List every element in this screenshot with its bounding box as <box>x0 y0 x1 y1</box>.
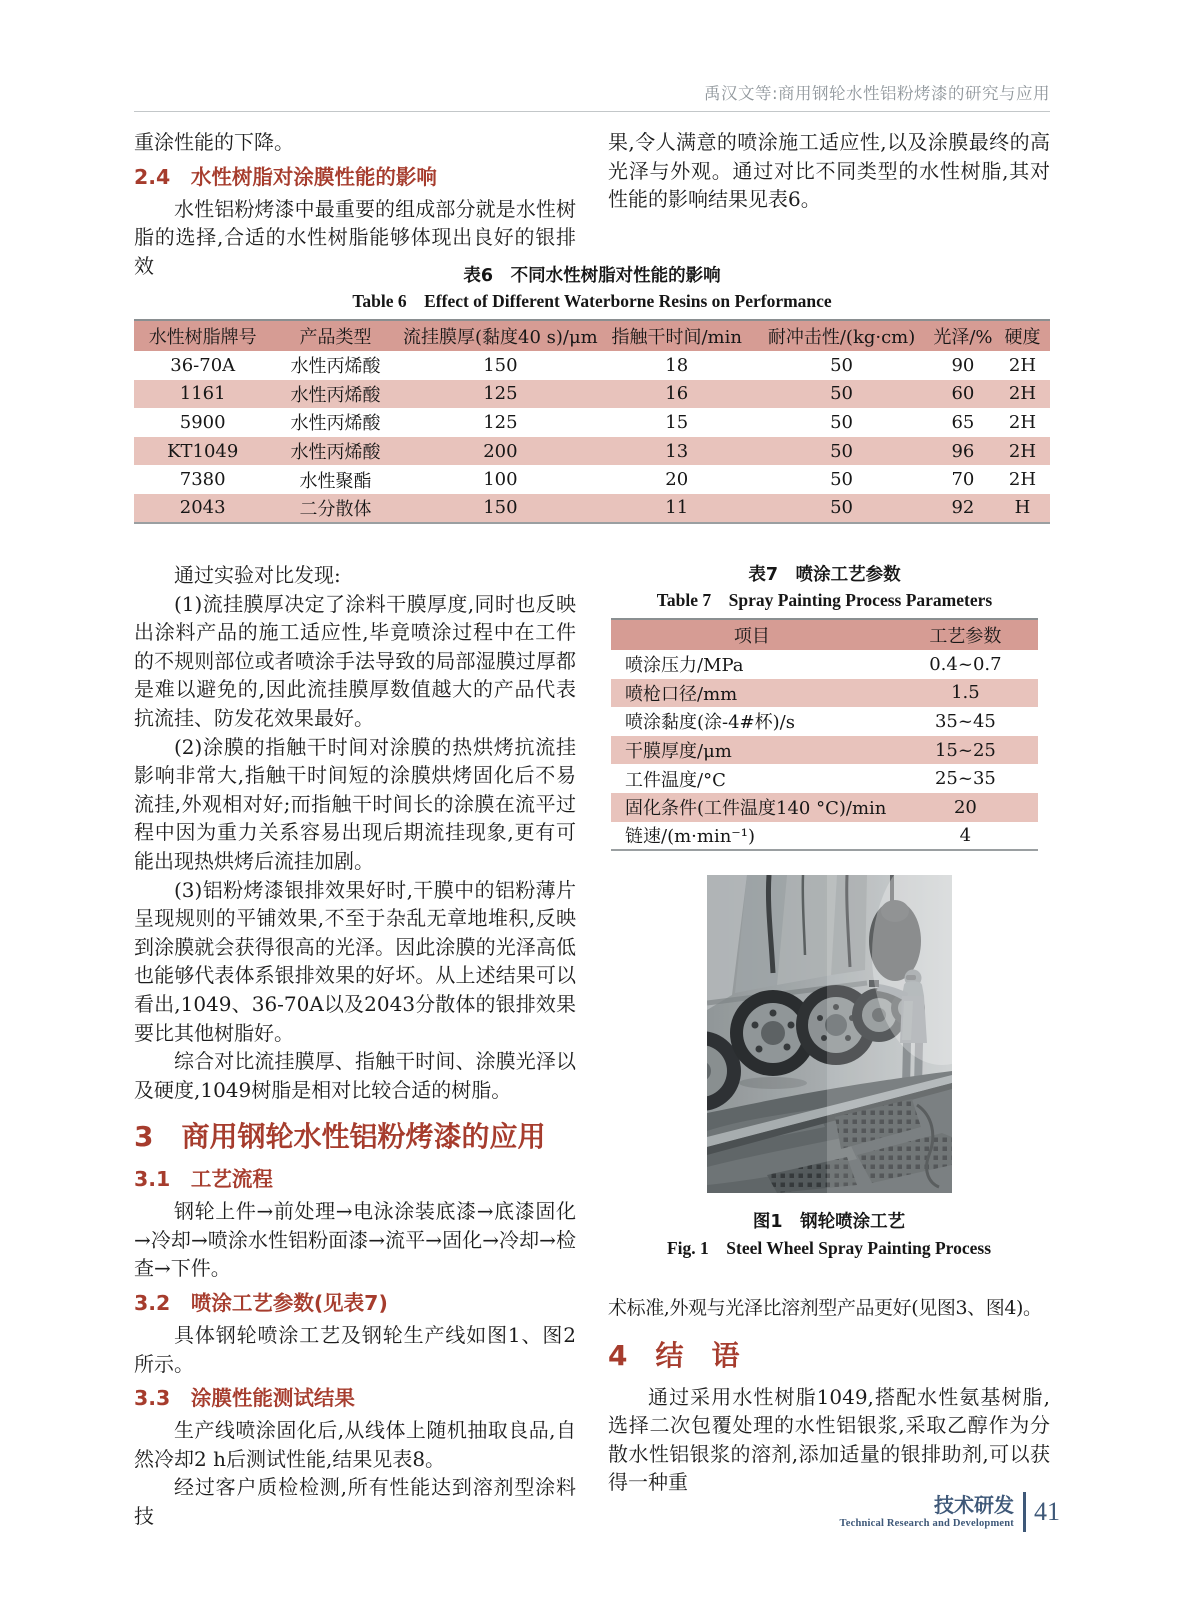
table-cell: 150 <box>400 494 602 523</box>
paragraph: (1)流挂膜厚决定了涂料干膜厚度,同时也反映出涂料产品的施工适应性,毕竟喷涂过程中在工件的不规则部位或者喷涂手法导致的局部湿膜过厚都是难以避免的,因此流挂膜厚数值越大的产品代表抗流挂、防发花效果最好。 <box>134 591 576 730</box>
table-cell: 50 <box>752 380 931 409</box>
table-cell: 20 <box>665 469 689 491</box>
table-cell: 2H <box>1008 469 1037 491</box>
table6-caption-cn: 表6 不同水性树脂对性能的影响 <box>463 266 721 286</box>
table-row <box>611 822 1038 851</box>
table6-block <box>134 264 1050 524</box>
table-cell: 2H <box>995 380 1050 409</box>
footer-section-labels <box>839 1493 1014 1531</box>
footer-section-cn: 技术研发 <box>934 1493 1014 1517</box>
header-rule <box>134 111 1050 112</box>
table-row <box>611 679 1038 708</box>
heading-section-3: 3 商用钢轮水性铝粉烤漆的应用 <box>134 1120 546 1154</box>
paragraph: 重涂性能的下降。 <box>134 130 294 154</box>
table-cell: 15 <box>665 411 689 433</box>
table-cell: 2H <box>995 437 1050 466</box>
heading-3-1: 3.1 工艺流程 <box>134 1167 273 1192</box>
paragraph: (3)铝粉烤漆银排效果好时,干膜中的铝粉薄片呈现规则的平铺效果,不至于杂乱无章地堆积,反映到涂膜就会获得很高的光泽。因此涂膜的光泽高低也能够代表体系银排效果的好坏。从上述结果可以看出,1049、36-70A以及2043分散体的银排效果要比其他树脂好。 <box>134 877 576 1045</box>
paragraph: 钢轮上件→前处理→电泳涂装底漆→底漆固化→冷却→喷涂水性铝粉面漆→流平→固化→冷却→检查→下件。 <box>134 1199 576 1281</box>
table-cell: 干膜厚度/μm <box>611 736 893 765</box>
column-header: 流挂膜厚(黏度40 s)/μm <box>400 320 602 351</box>
table-cell: 15~25 <box>893 736 1038 765</box>
column-header: 产品类型 <box>271 320 399 351</box>
table-cell: 7380 <box>179 469 226 491</box>
table-row <box>134 408 1050 437</box>
table-cell: 96 <box>931 437 995 466</box>
table-row <box>611 707 1038 736</box>
table-cell: 18 <box>665 354 689 376</box>
paragraph: 水性铝粉烤漆中最重要的组成部分就是水性树脂的选择,合适的水性树脂能够体现出良好的银排效 <box>134 196 576 278</box>
table-cell: 喷涂黏度(涂-4#杯)/s <box>625 712 795 734</box>
heading-3-3: 3.3 涂膜性能测试结果 <box>134 1386 355 1411</box>
table7-block <box>611 563 1038 851</box>
table-cell: 125 <box>483 411 518 433</box>
table-row <box>134 494 1050 523</box>
table-cell: 100 <box>483 469 518 491</box>
table-cell: KT1049 <box>134 437 271 466</box>
figure1-photo <box>707 875 952 1193</box>
column-header: 工艺参数 <box>893 619 1038 650</box>
table-cell: 125 <box>400 380 602 409</box>
table-cell: 16 <box>601 380 752 409</box>
table-cell: 水性丙烯酸 <box>271 380 399 409</box>
table-cell: 水性聚酯 <box>299 470 372 492</box>
table-cell: 50 <box>752 437 931 466</box>
right-column-lower <box>608 1294 1050 1497</box>
table-cell: 2043 <box>134 494 271 523</box>
table-cell: 13 <box>601 437 752 466</box>
table-cell: 0.4~0.7 <box>929 653 1002 675</box>
left-column-main <box>134 561 576 1531</box>
table-cell: 固化条件(工件温度140 °C)/min <box>611 793 893 822</box>
table-cell: 喷涂压力/MPa <box>625 655 744 677</box>
table-cell: 200 <box>400 437 602 466</box>
table-cell: 11 <box>601 494 752 523</box>
table-cell: 链速/(m·min⁻¹) <box>625 826 756 848</box>
column-header: 指触干时间/min <box>601 320 752 351</box>
table-row <box>611 764 1038 793</box>
table-cell: 70 <box>951 469 975 491</box>
table-cell: 水性丙烯酸 <box>290 356 381 378</box>
figure1-caption-cn: 图1 钢轮喷涂工艺 <box>752 1212 906 1232</box>
table-cell: 喷枪口径/mm <box>611 679 893 708</box>
heading-2-4: 2.4 水性树脂对涂膜性能的影响 <box>134 164 437 189</box>
table-cell: 50 <box>830 469 854 491</box>
column-header: 项目 <box>611 619 893 650</box>
table-cell: 50 <box>830 411 854 433</box>
table-cell: 90 <box>951 354 975 376</box>
paragraph: 经过客户质检检测,所有性能达到溶剂型涂料技 <box>134 1475 576 1529</box>
table-cell: 2H <box>1008 411 1037 433</box>
figure1-block <box>608 875 1050 1261</box>
table-row <box>134 351 1050 380</box>
table7-caption-en: Table 7 Spray Painting Process Parameters <box>656 590 993 610</box>
table-cell: 4 <box>959 824 972 846</box>
table-cell: 二分散体 <box>271 494 399 523</box>
table-cell: 工件温度/°C <box>625 769 726 791</box>
left-column-top <box>134 128 576 280</box>
table-row <box>134 465 1050 494</box>
paragraph: 具体钢轮喷涂工艺及钢轮生产线如图1、图2所示。 <box>134 1323 576 1376</box>
table-row <box>611 650 1038 679</box>
table-cell: 50 <box>830 354 854 376</box>
page-footer <box>839 1492 1060 1532</box>
footer-divider <box>1023 1492 1026 1532</box>
table7-caption-cn: 表7 喷涂工艺参数 <box>748 565 901 585</box>
table-row <box>611 793 1038 822</box>
column-header: 水性树脂牌号 <box>134 320 271 351</box>
column-header: 耐冲击性/(kg·cm) <box>752 320 931 351</box>
table-row <box>134 437 1050 466</box>
paragraph: 生产线喷涂固化后,从线体上随机抽取良品,自然冷却2 h后测试性能,结果见表8。 <box>134 1418 576 1471</box>
table7 <box>611 618 1038 851</box>
table-cell: 65 <box>951 411 975 433</box>
table-cell: H <box>995 494 1050 523</box>
table-cell: 1161 <box>134 380 271 409</box>
paragraph: 综合对比流挂膜厚、指触干时间、涂膜光泽以及硬度,1049树脂是相对比较合适的树脂。 <box>134 1049 576 1102</box>
table-cell: 60 <box>931 380 995 409</box>
right-column-top <box>608 128 1050 214</box>
table6-header-row <box>134 320 1050 351</box>
table6-caption-en: Table 6 Effect of Different Waterborne Resins on Performance <box>352 291 832 311</box>
footer-section-en: Technical Research and Development <box>839 1518 1014 1529</box>
heading-section-4: 4 结 语 <box>608 1338 740 1372</box>
table-cell: 20 <box>893 793 1038 822</box>
heading-3-2: 3.2 喷涂工艺参数(见表7) <box>134 1291 388 1316</box>
table7-header-row <box>611 619 1038 650</box>
table-row <box>611 736 1038 765</box>
paragraph: (2)涂膜的指触干时间对涂膜的热烘烤抗流挂影响非常大,指触干时间短的涂膜烘烤固化后不易流挂,外观相对好;而指触干时间长的涂膜在流平过程中因为重力关系容易出现后期流挂现象,更有可能出现热烘烤后流挂加剧。 <box>134 734 576 873</box>
page-number: 41 <box>1034 1497 1060 1526</box>
column-header: 硬度 <box>995 320 1050 351</box>
table-cell: 50 <box>752 494 931 523</box>
column-header: 光泽/% <box>931 320 995 351</box>
table-row <box>134 380 1050 409</box>
table-cell: 35~45 <box>934 710 996 732</box>
paragraph: 果,令人满意的喷涂施工适应性,以及涂膜最终的高光泽与外观。通过对比不同类型的水性树脂,其对性能的影响结果见表6。 <box>608 130 1050 212</box>
table-cell: 水性丙烯酸 <box>290 413 381 435</box>
paragraph: 术标准,外观与光泽比溶剂型产品更好(见图3、图4)。 <box>608 1297 1042 1319</box>
table7-body <box>611 650 1038 850</box>
figure1-caption-en: Fig. 1 Steel Wheel Spray Painting Process <box>666 1238 992 1258</box>
table-cell: 5900 <box>179 411 226 433</box>
table6-body <box>134 351 1050 523</box>
running-title: 禹汉文等:商用钢轮水性铝粉烤漆的研究与应用 <box>703 84 1050 103</box>
table-cell: 25~35 <box>934 768 996 790</box>
table-cell: 150 <box>483 354 518 376</box>
table-cell: 92 <box>931 494 995 523</box>
table6 <box>134 319 1050 524</box>
table-cell: 36-70A <box>170 354 236 376</box>
paragraph: 通过实验对比发现: <box>174 563 341 587</box>
table-cell: 2H <box>1008 354 1037 376</box>
table-cell: 1.5 <box>893 679 1038 708</box>
table-cell: 水性丙烯酸 <box>271 437 399 466</box>
paragraph: 通过采用水性树脂1049,搭配水性氨基树脂,选择二次包覆处理的水性铝银浆,采取乙醇作为分散水性铝银浆的溶剂,添加适量的银排助剂,可以获得一种重 <box>608 1384 1050 1495</box>
